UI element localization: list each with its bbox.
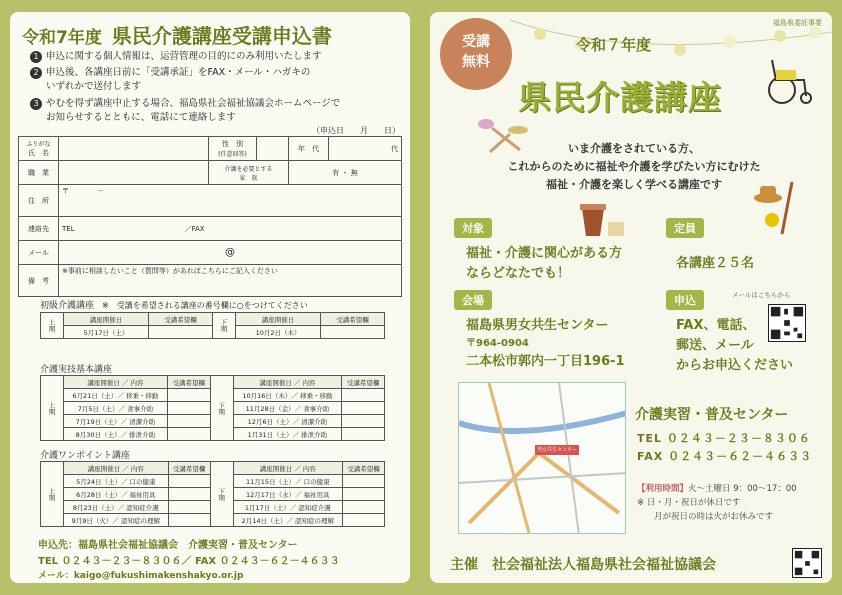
name-label xyxy=(19,137,59,161)
hours-label: 【利用時間】 xyxy=(637,484,689,494)
course1-title xyxy=(40,298,308,311)
course3-header-wish: 受講希望欄 xyxy=(168,462,210,475)
care-need-label xyxy=(209,161,289,185)
course1-header-date: 講座開催日 xyxy=(64,313,149,326)
note-2-number: 2 xyxy=(30,67,42,79)
venue-map xyxy=(458,382,626,534)
note-1-number: 1 xyxy=(30,51,42,63)
course2-header-wish-2: 受講希望欄 xyxy=(342,376,385,389)
course2-row: 7月5日（土）／ 食事介助 xyxy=(64,402,168,415)
course1-header-date-2: 講座開催日 xyxy=(235,313,320,326)
course3-table xyxy=(40,461,385,527)
course1-title-text: 初級介護講座 xyxy=(40,301,95,311)
email-field[interactable]: @ xyxy=(59,241,402,265)
course2-row: 11月28日（金）／ 食事介助 xyxy=(233,402,342,415)
note-1-text: 申込に関する個人情報は、运营管理の目的にのみ利用いたします xyxy=(46,51,322,62)
course3-row: 5月24日（土）／ 口の健康 xyxy=(64,475,169,488)
course2-wish[interactable] xyxy=(167,402,210,415)
center-name: 介護実習・普及センター xyxy=(635,407,789,423)
intro-line-1: いま介護をされている方、 xyxy=(568,142,700,155)
course2-wish[interactable] xyxy=(167,389,210,402)
gender-label-text: 性 別 xyxy=(222,140,243,148)
job-label: 職 業 xyxy=(19,161,59,185)
note-3-text: やむを得ず講座中止する場合、福島県社会福祉協議会ホームページで xyxy=(46,98,341,109)
course3-wish[interactable] xyxy=(342,514,384,527)
course2-row: 8月30日（土）／ 排泄介助 xyxy=(64,428,168,441)
venue-tag: 会場 xyxy=(454,290,492,310)
center-hours xyxy=(637,482,797,494)
contact-field[interactable] xyxy=(59,217,402,241)
note-2-text: 申込後、各講座日前に「受講承証」をFAX・メール・ハガキの xyxy=(46,67,311,78)
course3-header-date: 講座開催日 ／ 内容 xyxy=(64,462,169,475)
flyer-title: 県民介護講座 xyxy=(518,78,722,117)
applicant-form-table xyxy=(18,136,402,297)
course2-wish[interactable] xyxy=(342,389,385,402)
apply-date-field[interactable]: （申込日 月 日） xyxy=(312,126,400,135)
course2-wish[interactable] xyxy=(342,428,385,441)
footer-email-link[interactable]: メール：kaigo@fukushimakenshakyo.or.jp xyxy=(38,571,244,581)
remarks-field[interactable]: ※事前に相談したいこと（質問等）があればこちらにご記入ください xyxy=(59,265,402,297)
center-fax: FAX ０２４３－６２－４６３３ xyxy=(637,450,813,463)
course3-row: 9月9日（火）／ 認知症の理解 xyxy=(64,514,169,527)
mail-qr-code-icon[interactable] xyxy=(768,304,806,342)
course1-second-label: 下期 xyxy=(212,313,235,339)
course1-table xyxy=(40,312,385,339)
course3-wish[interactable] xyxy=(168,501,210,514)
course3-wish[interactable] xyxy=(168,475,210,488)
intro-line-2: これからのために福祉や介護を学びたい方にむけた xyxy=(507,160,761,173)
course3-wish[interactable] xyxy=(168,514,210,527)
course3-wish[interactable] xyxy=(168,488,210,501)
map-roads xyxy=(459,383,626,534)
course3-row: 11月15日（土）／ 口の健康 xyxy=(233,475,342,488)
form-title-year: 令和7年度 xyxy=(22,28,102,48)
course3-row: 2月14日（土）／ 認知症の理解 xyxy=(233,514,342,527)
mail-qr-note: メールはこちらから xyxy=(732,291,791,299)
remarks-label: 備 考 xyxy=(19,265,59,297)
sponsor-qr-code-icon[interactable] xyxy=(792,548,822,578)
capacity-tag: 定員 xyxy=(666,218,704,238)
gender-label xyxy=(209,137,257,161)
flyer-year: 令和７年度 xyxy=(576,36,652,54)
course2-row: 7月19日（土）／ 清潔介助 xyxy=(64,415,168,428)
course1-note: ※ 受講を希望される講座の番号欄に○をつけてください xyxy=(102,301,308,310)
fax-label: ／FAX xyxy=(184,224,205,233)
age-unit: 代 xyxy=(391,144,398,153)
note-1 xyxy=(30,48,322,63)
age-label: 年 代 xyxy=(289,137,329,161)
course3-row: 6月28日（土）／ 福祉用具 xyxy=(64,488,169,501)
free-admission-badge xyxy=(440,18,512,90)
center-tel: TEL ０２４３－２３－８３０６ xyxy=(637,432,811,445)
course2-row: 6月21日（土）／ 移乗・移動 xyxy=(64,389,168,402)
note-3-number: 3 xyxy=(30,98,42,110)
course3-first-label: 上期 xyxy=(41,462,64,527)
gender-field[interactable] xyxy=(257,137,289,161)
course3-wish[interactable] xyxy=(342,501,384,514)
course2-wish[interactable] xyxy=(342,402,385,415)
target-line-2: ならどなたでも！ xyxy=(466,266,571,281)
course3-header-date-2: 講座開催日 ／ 内容 xyxy=(233,462,342,475)
course3-wish[interactable] xyxy=(342,475,384,488)
note-3-text-cont: お知らせするとともに、電話にて連絡します xyxy=(46,112,236,123)
closed-note-2: 月が祝日の時は火がお休みです xyxy=(654,512,774,522)
course1-header-wish-2: 受講希望欄 xyxy=(321,313,385,326)
gender-sub-label: (任意回答) xyxy=(218,151,247,158)
course1-header-wish: 受講希望欄 xyxy=(149,313,213,326)
course2-table xyxy=(40,375,385,441)
job-field[interactable] xyxy=(59,161,209,185)
tel-label: TEL xyxy=(62,224,75,233)
flyer-panel xyxy=(430,12,832,583)
care-need-text-2: 家 族 xyxy=(239,174,258,182)
course2-first-label: 上期 xyxy=(41,376,64,441)
course3-title: 介護ワンポイント講座 xyxy=(40,451,131,461)
course2-row: 12月6日（土）／ 清潔介助 xyxy=(233,415,342,428)
course2-wish[interactable] xyxy=(342,415,385,428)
course3-wish[interactable] xyxy=(342,488,384,501)
course2-title: 介護実技基本講座 xyxy=(40,365,113,375)
map-venue-label: 男女共生センター xyxy=(537,447,577,453)
course3-second-label: 下期 xyxy=(210,462,233,527)
address-field[interactable]: 〒 － xyxy=(59,185,402,217)
badge-line-1: 受講 xyxy=(462,34,490,50)
course3-row: 1月17日（土）／ 認知症介護 xyxy=(233,501,342,514)
course3-header-wish-2: 受講希望欄 xyxy=(342,462,384,475)
sponsor-text: 主催 社会福祉法人福島県社会福祉協議会 xyxy=(450,557,716,573)
course2-header-date-2: 講座開催日 ／ 内容 xyxy=(233,376,342,389)
apply-line-1: FAX、電話、 xyxy=(676,318,756,333)
name-field[interactable] xyxy=(59,137,209,161)
footer-telfax: TEL ０２４３－２３－８３０６／ FAX ０２４３－６２－４６３３ xyxy=(38,556,340,567)
capacity-text: 各講座２５名 xyxy=(676,256,755,271)
course3-row: 8月23日（土）／ 認知症介護 xyxy=(64,501,169,514)
intro-line-3: 福祉・介護を楽しく学べる講座です xyxy=(546,178,722,191)
course3-row: 12月17日（水）／ 福祉用具 xyxy=(233,488,342,501)
care-need-field[interactable]: 有 ・ 無 xyxy=(289,161,402,185)
course2-wish[interactable] xyxy=(167,415,210,428)
course2-second-label: 下期 xyxy=(210,376,233,441)
note-2-text-cont: いずれかで送付します xyxy=(46,81,142,92)
badge-line-2: 無料 xyxy=(462,54,490,70)
note-2 xyxy=(30,64,310,79)
venue-postal: 〒964-0904 xyxy=(466,338,529,349)
email-label: メール xyxy=(19,241,59,265)
venue-name: 福島県男女共生センター xyxy=(466,318,609,333)
target-line-1: 福祉・介護に関心がある方 xyxy=(466,246,623,261)
cup-icon xyxy=(578,200,628,242)
note-3 xyxy=(30,95,340,110)
name-label-text: 氏 名 xyxy=(28,149,49,157)
contact-label: 連絡先 xyxy=(19,217,59,241)
hours-text: 火～土曜日 9：00～17：00 xyxy=(688,484,797,494)
address-label: 住 所 xyxy=(19,185,59,217)
wheelchair-icon xyxy=(762,56,818,106)
course2-wish[interactable] xyxy=(167,428,210,441)
apply-tag: 申込 xyxy=(666,290,704,310)
course2-row: 10月16日（木）／ 移乗・移動 xyxy=(233,389,342,402)
form-title xyxy=(22,20,332,49)
application-form-panel xyxy=(10,12,410,583)
course2-row: 1月31日（土）／ 排泄介助 xyxy=(233,428,342,441)
care-need-text: 介護を必要とする xyxy=(224,165,273,173)
target-tag: 対象 xyxy=(454,218,492,238)
age-field[interactable] xyxy=(329,137,402,161)
furigana-label: ふりがな xyxy=(26,141,51,148)
form-title-text: 県民介護講座受講申込書 xyxy=(111,24,332,48)
course1-first-label: 上期 xyxy=(41,313,64,339)
course2-header-wish: 受講希望欄 xyxy=(167,376,210,389)
footer-apply-to: 申込先：福島県社会福祉協議会 介護実習・普及センター xyxy=(38,540,298,551)
apply-line-3: からお申込ください xyxy=(676,358,794,373)
apply-line-2: 郵送、メール xyxy=(676,338,754,353)
closed-note-1: ※ 日・月・祝日が休日です xyxy=(637,498,741,508)
course1-first-date: 5月17日（土） xyxy=(64,326,149,339)
commission-label: 福島県委託事業 xyxy=(773,19,822,27)
venue-address: 二本松市郭内一丁目196-1 xyxy=(466,354,625,369)
course2-header-date: 講座開催日 ／ 内容 xyxy=(64,376,168,389)
course1-second-wish[interactable] xyxy=(321,326,385,339)
course1-first-wish[interactable] xyxy=(149,326,213,339)
course1-second-date: 10月2日（木） xyxy=(235,326,320,339)
